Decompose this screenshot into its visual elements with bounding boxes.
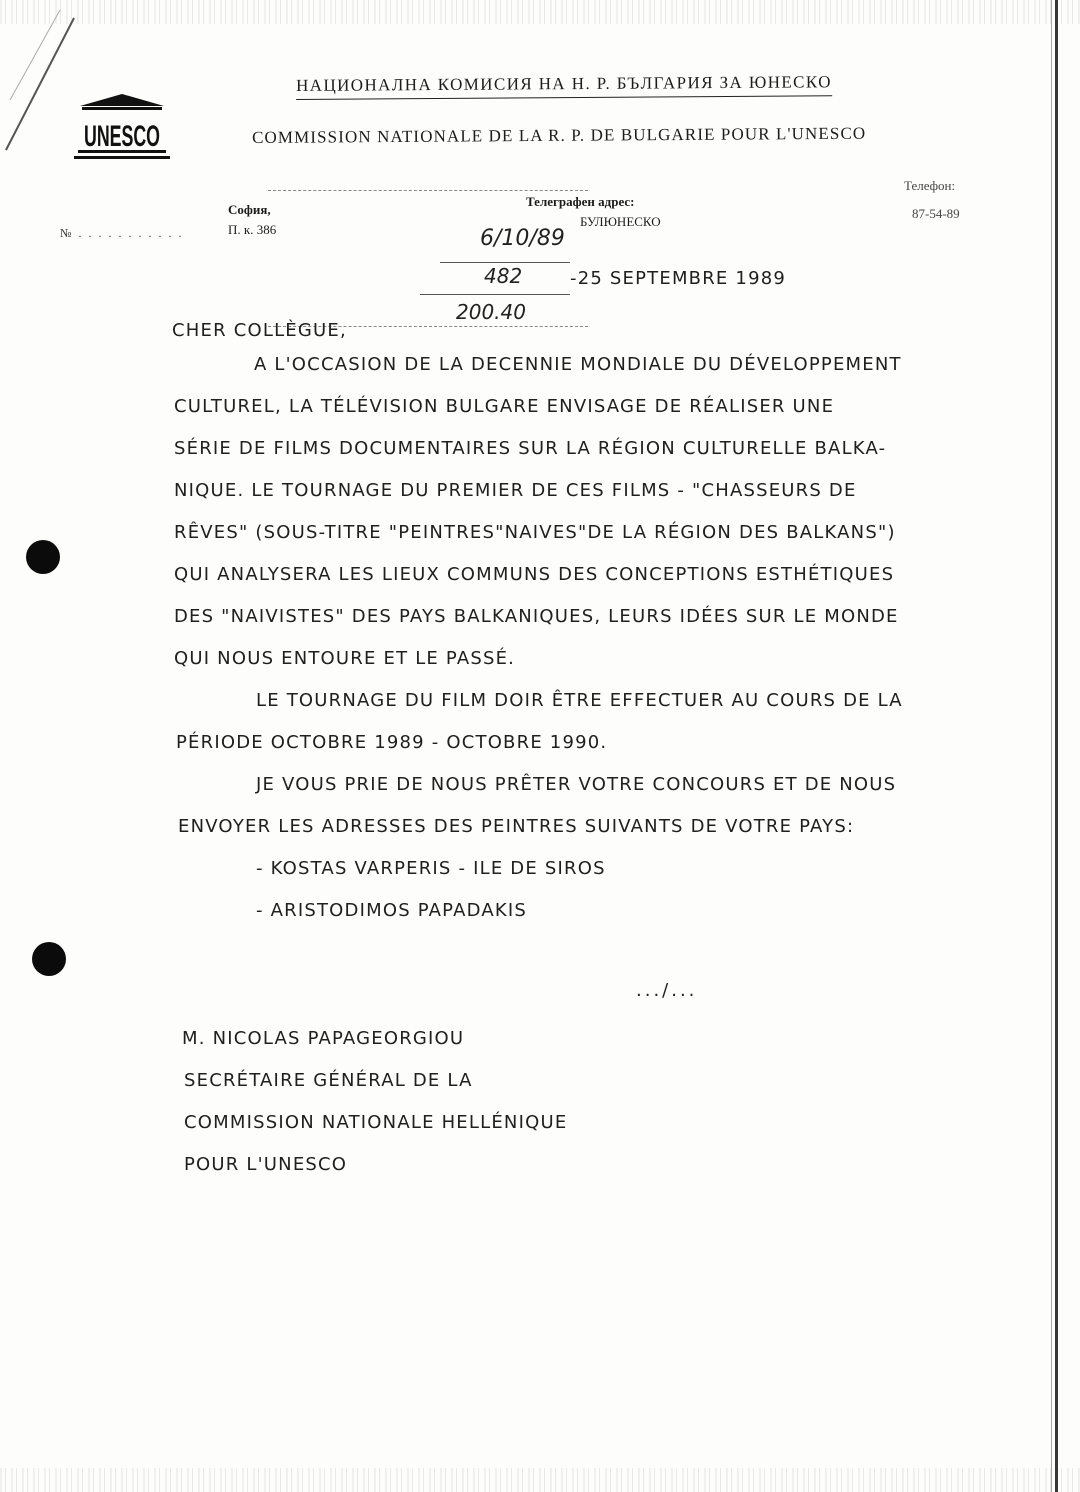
painter-list-item: - KOSTAS VARPERIS - ILE DE SIROS (256, 858, 606, 879)
letterhead-title-bg: НАЦИОНАЛНА КОМИСИЯ НА Н. Р. БЪЛГАРИЯ ЗА ЮНЕСКО (296, 72, 832, 100)
stamp-underline-2 (420, 294, 570, 295)
body-line: A L'OCCASION DE LA DECENNIE MONDIALE DU DÉVELOPPEMENT (254, 354, 902, 375)
body-line: NIQUE. LE TOURNAGE DU PREMIER DE CES FILMS - "CHASSEURS DE (174, 480, 857, 501)
body-line: JE VOUS PRIE DE NOUS PRÊTER VOTRE CONCOURS ET DE NOUS (256, 774, 897, 795)
scan-edge-right-inner (1051, 0, 1052, 1492)
po-box: П. к. 386 (228, 222, 277, 237)
phone-label: Телефон: (904, 178, 956, 193)
city-label: София, (228, 202, 271, 217)
scan-edge-right (1055, 0, 1058, 1492)
body-line: QUI NOUS ENTOURE ET LE PASSÉ. (174, 648, 516, 669)
body-line: QUI ANALYSERA LES LIEUX COMMUNS DES CONCEPTIONS ESTHÉTIQUES (174, 564, 895, 585)
recipient-line: POUR L'UNESCO (184, 1154, 348, 1175)
letterhead-title-fr: COMMISSION NATIONALE DE LA R. P. DE BULGARIE POUR L'UNESCO (252, 123, 867, 147)
continuation-marker: .../... (636, 980, 698, 1001)
phone-number: 87-54-89 (912, 206, 960, 221)
recipient-line: M. NICOLAS PAPAGEORGIOU (182, 1028, 465, 1049)
punch-hole-bottom (32, 942, 66, 976)
punch-hole-top (26, 540, 60, 574)
stamp-underline-1 (440, 262, 570, 263)
scan-edge-bottom (0, 1468, 1080, 1492)
handwritten-received-date: 6/10/89 (480, 226, 565, 251)
scan-edge-top (0, 0, 1080, 24)
body-line: RÊVES" (SOUS-TITRE "PEINTRES"NAIVES"DE LA RÉGION DES BALKANS") (174, 522, 896, 543)
handwritten-file-number: 200.40 (456, 300, 526, 324)
recipient-line: COMMISSION NATIONALE HELLÉNIQUE (184, 1112, 568, 1133)
unesco-logo (72, 92, 172, 162)
body-line: SÉRIE DE FILMS DOCUMENTAIRES SUR LA RÉGION CULTURELLE BALKA- (174, 438, 887, 459)
reference-number-field: № . . . . . . . . . . . (60, 226, 184, 240)
unesco-logo-text: UNESCO (84, 120, 160, 153)
telegraph-label: Телеграфен адрес: (526, 194, 635, 209)
letter-date: -25 SEPTEMBRE 1989 (570, 268, 787, 289)
stamp-border-top (268, 190, 588, 191)
body-line: LE TOURNAGE DU FILM DOIR ÊTRE EFFECTUER AU COURS DE LA (256, 690, 903, 711)
handwritten-registration-number: 482 (484, 264, 523, 288)
recipient-line: SECRÉTAIRE GÉNÉRAL DE LA (184, 1070, 473, 1091)
salutation: CHER COLLÈGUE, (172, 320, 347, 341)
painter-list-item: - ARISTODIMOS PAPADAKIS (256, 900, 527, 921)
body-line: ENVOYER LES ADRESSES DES PEINTRES SUIVANTS DE VOTRE PAYS: (178, 816, 855, 837)
telegraph-address: БУЛЮНЕСКО (580, 214, 661, 229)
body-line: CULTUREL, LA TÉLÉVISION BULGARE ENVISAGE DE RÉALISER UNE (174, 396, 835, 417)
body-line: DES "NAIVISTES" DES PAYS BALKANIQUES, LEURS IDÉES SUR LE MONDE (174, 606, 899, 627)
body-line: PÉRIODE OCTOBRE 1989 - OCTOBRE 1990. (176, 732, 608, 753)
